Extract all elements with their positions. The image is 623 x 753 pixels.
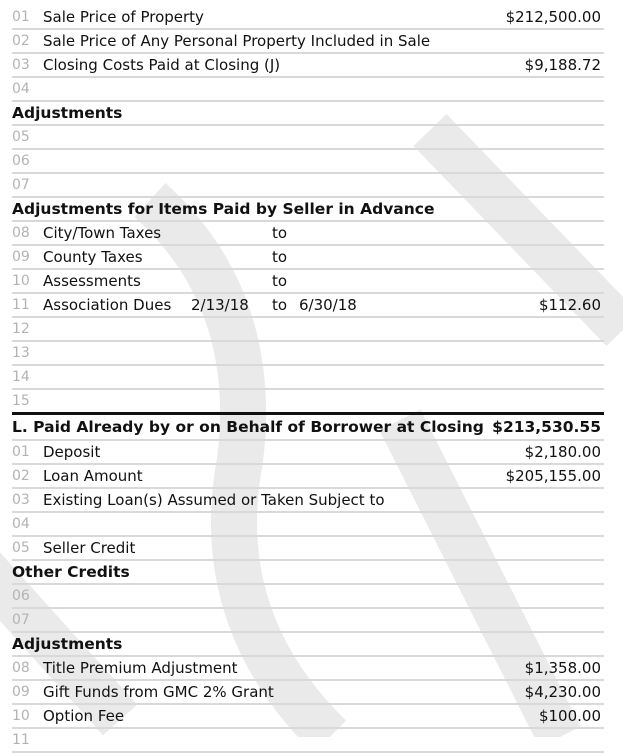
line-description: Option Fee <box>43 707 125 725</box>
empty-row-13 <box>12 342 604 366</box>
l-row-01 <box>12 441 604 465</box>
line-number: 06 <box>12 153 30 169</box>
seller-advance-heading: Adjustments for Items Paid by Seller in Advance <box>12 198 604 222</box>
line-number: 01 <box>12 9 30 25</box>
line-number: 11 <box>12 297 30 313</box>
line-number: 01 <box>12 444 30 460</box>
line-description: City/Town Taxes <box>43 224 162 242</box>
line-number: 13 <box>12 345 30 361</box>
line-number: 03 <box>12 492 30 508</box>
line-number: 09 <box>12 249 30 265</box>
line-description: Title Premium Adjustment <box>43 659 238 677</box>
line-description: Existing Loan(s) Assumed or Taken Subject to <box>43 491 385 509</box>
l-adjustment-row-10 <box>12 705 604 729</box>
date-from: 2/13/18 <box>191 296 249 314</box>
line-amount: $100.00 <box>538 707 601 725</box>
line-description: Closing Costs Paid at Closing (J) <box>43 56 281 74</box>
seller-advance-row-10 <box>12 270 604 294</box>
other-credit-row-06 <box>12 585 604 609</box>
l-row-04 <box>12 513 604 537</box>
line-number: 04 <box>12 81 30 97</box>
seller-advance-row-09 <box>12 246 604 270</box>
line-number: 14 <box>12 369 30 385</box>
adjustments-heading: Adjustments <box>12 102 604 126</box>
line-number: 04 <box>12 516 30 532</box>
adjustment-row-05 <box>12 126 604 150</box>
date-to: 6/30/18 <box>299 296 357 314</box>
line-description: Deposit <box>43 443 101 461</box>
section-l-header <box>12 412 604 441</box>
line-number: 09 <box>12 684 30 700</box>
section-l-title: L. Paid Already by or on Behalf of Borrower at Closing <box>12 418 484 436</box>
l-row-02 <box>12 465 604 489</box>
seller-advance-row-11 <box>12 294 604 318</box>
upper-row-02 <box>12 30 604 54</box>
l-adjustment-row-09 <box>12 681 604 705</box>
closing-disclosure-form <box>12 6 604 753</box>
line-number: 03 <box>12 57 30 73</box>
line-description: Loan Amount <box>43 467 143 485</box>
line-number: 05 <box>12 129 30 145</box>
to-label: to <box>272 224 288 242</box>
other-credit-row-07 <box>12 609 604 633</box>
line-amount: $9,188.72 <box>524 56 601 74</box>
line-number: 08 <box>12 225 30 241</box>
l-adjustment-row-08 <box>12 657 604 681</box>
line-description: Gift Funds from GMC 2% Grant <box>43 683 274 701</box>
seller-advance-row-08 <box>12 222 604 246</box>
line-number: 07 <box>12 177 30 193</box>
line-amount: $1,358.00 <box>524 659 601 677</box>
line-description: Sale Price of Any Personal Property Included in Sale <box>43 32 431 50</box>
empty-row-14 <box>12 366 604 390</box>
upper-row-04 <box>12 78 604 102</box>
line-amount: $212,500.00 <box>505 8 601 26</box>
line-number: 15 <box>12 393 30 409</box>
line-number: 02 <box>12 468 30 484</box>
line-number: 12 <box>12 321 30 337</box>
line-number: 08 <box>12 660 30 676</box>
to-label: to <box>272 248 288 266</box>
line-amount: $4,230.00 <box>524 683 601 701</box>
adjustment-row-06 <box>12 150 604 174</box>
line-description: County Taxes <box>43 248 143 266</box>
line-description: Sale Price of Property <box>43 8 204 26</box>
l-adjustment-row-11 <box>12 729 604 753</box>
empty-row-15 <box>12 390 604 412</box>
line-description: Association Dues <box>43 296 172 314</box>
upper-row-01 <box>12 6 604 30</box>
line-description: Assessments <box>43 272 141 290</box>
line-number: 07 <box>12 612 30 628</box>
l-row-05 <box>12 537 604 561</box>
other-credits-heading: Other Credits <box>12 561 604 585</box>
line-amount: $2,180.00 <box>524 443 601 461</box>
l-adjustments-heading: Adjustments <box>12 633 604 657</box>
l-row-03 <box>12 489 604 513</box>
to-label: to <box>272 272 288 290</box>
line-number: 06 <box>12 588 30 604</box>
upper-row-03 <box>12 54 604 78</box>
line-amount: $205,155.00 <box>505 467 601 485</box>
line-description: Seller Credit <box>43 539 136 557</box>
line-number: 02 <box>12 33 30 49</box>
line-number: 05 <box>12 540 30 556</box>
empty-row-12 <box>12 318 604 342</box>
section-l-total: $213,530.55 <box>492 418 601 436</box>
line-number: 10 <box>12 708 30 724</box>
adjustment-row-07 <box>12 174 604 198</box>
line-number: 10 <box>12 273 30 289</box>
line-amount: $112.60 <box>538 296 601 314</box>
line-number: 11 <box>12 732 30 748</box>
to-label: to <box>272 296 288 314</box>
